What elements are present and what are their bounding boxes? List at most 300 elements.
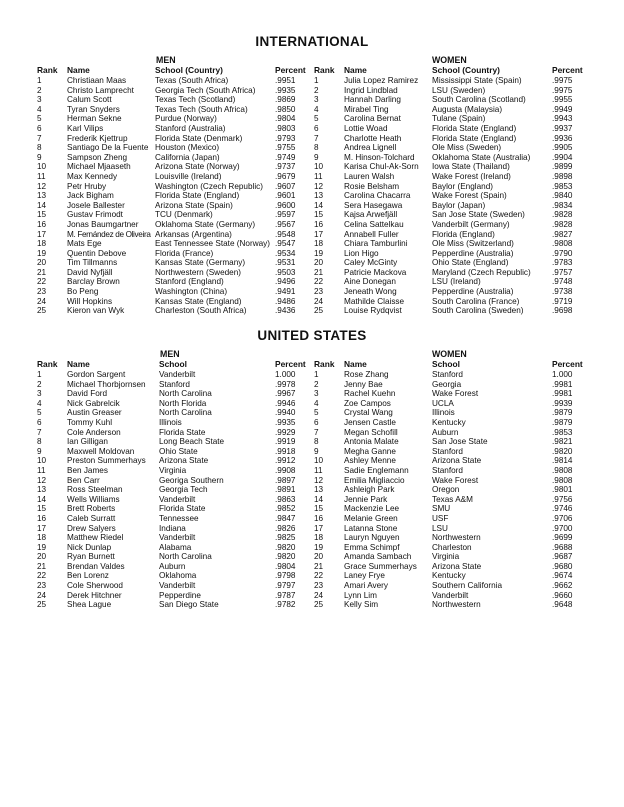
name-cell: Ashleigh Park [344, 485, 395, 495]
table-row [37, 418, 311, 428]
name-cell: Jennie Park [344, 494, 388, 504]
name-cell: Preston Summerhays [67, 456, 146, 466]
table-row [314, 428, 586, 438]
rank-cell: 19 [314, 248, 324, 258]
rank-cell: 24 [314, 590, 324, 600]
rank-cell: 25 [37, 306, 47, 316]
rank-cell: 5 [37, 114, 42, 124]
percent-cell: .9755 [275, 143, 296, 153]
name-cell: Ian Gilligan [67, 437, 108, 447]
name-cell: M. Fernández de Oliveira [67, 229, 151, 239]
table-row [37, 399, 311, 409]
percent-header: Percent [275, 66, 306, 75]
name-cell: Aine Donegan [344, 277, 396, 287]
rank-cell: 8 [314, 143, 319, 153]
rank-cell: 2 [37, 379, 42, 389]
name-cell: Herman Sekne [67, 114, 122, 124]
table-row [314, 495, 586, 505]
school-cell: South Carolina (Sweden) [432, 306, 524, 316]
school-cell: Auburn [432, 427, 459, 437]
table-row [314, 230, 586, 240]
percent-cell: .9967 [275, 389, 296, 399]
school-cell: Tulane (Spain) [432, 114, 486, 124]
name-cell: Brendan Valdes [67, 561, 125, 571]
percent-cell: .9939 [552, 398, 573, 408]
percent-cell: .9756 [552, 494, 573, 504]
school-cell: Southern California [432, 581, 503, 591]
table-row [314, 437, 586, 447]
international-men-table [37, 66, 311, 316]
rank-cell: 5 [314, 114, 319, 124]
percent-cell: .9908 [275, 465, 296, 475]
percent-cell: .9782 [275, 600, 296, 610]
percent-cell: .9719 [552, 296, 573, 306]
name-header: Name [344, 66, 367, 75]
table-row [37, 105, 311, 115]
name-cell: Josele Ballester [67, 200, 125, 210]
school-cell: Kentucky [432, 417, 466, 427]
table-row [37, 552, 311, 562]
rank-cell: 15 [314, 210, 324, 220]
rank-cell: 16 [37, 513, 47, 523]
name-cell: Shea Lague [67, 600, 112, 610]
table-row [314, 552, 586, 562]
name-cell: Rosie Belsham [344, 181, 400, 191]
school-cell: Virginia [432, 552, 460, 562]
table-row [37, 600, 311, 610]
name-cell: Chiara Tamburlini [344, 239, 408, 249]
name-cell: Cole Anderson [67, 427, 121, 437]
name-cell: Nick Gabrelcik [67, 398, 120, 408]
table-row [37, 581, 311, 591]
rank-cell: 6 [314, 417, 319, 427]
name-cell: Tim Tillmanns [67, 258, 118, 268]
rank-cell: 12 [314, 181, 324, 191]
table-row [37, 524, 311, 534]
rank-cell: 5 [314, 408, 319, 418]
rank-cell: 8 [37, 143, 42, 153]
table-row [37, 191, 311, 201]
school-cell: Florida State (England) [432, 123, 517, 133]
table-row [314, 562, 586, 572]
table-row [314, 134, 586, 144]
percent-cell: .9905 [552, 143, 573, 153]
table-row [314, 476, 586, 486]
percent-cell: .9748 [552, 277, 573, 287]
percent-cell: .9601 [275, 191, 296, 201]
rank-cell: 18 [37, 239, 47, 249]
percent-cell: .9798 [275, 571, 296, 581]
table-row [37, 543, 311, 553]
name-cell: David Ford [67, 389, 108, 399]
table-row [37, 495, 311, 505]
rank-cell: 20 [314, 552, 324, 562]
table-row [314, 105, 586, 115]
percent-cell: .9975 [552, 85, 573, 95]
us-men-table [37, 360, 311, 610]
name-cell: Hannah Darling [344, 95, 401, 105]
percent-cell: .9869 [275, 95, 296, 105]
school-cell: San Jose State [432, 437, 488, 447]
name-cell: Carolina Chacarra [344, 191, 411, 201]
school-cell: Vanderbilt [159, 494, 196, 504]
school-cell: Georgia Tech [159, 485, 208, 495]
rank-cell: 11 [37, 465, 46, 475]
percent-cell: .9679 [275, 171, 296, 181]
school-cell: East Tennessee State (Norway) [155, 239, 270, 249]
rank-cell: 23 [37, 287, 47, 297]
name-cell: Will Hopkins [67, 296, 113, 306]
table-row [37, 239, 311, 249]
name-cell: Louise Rydqvist [344, 306, 402, 316]
percent-cell: .9852 [275, 504, 296, 514]
school-cell: Florida State [159, 504, 206, 514]
school-cell: Auburn [159, 561, 186, 571]
rank-cell: 12 [37, 181, 47, 191]
school-cell: LSU (Ireland) [432, 277, 481, 287]
table-row [37, 210, 311, 220]
percent-cell: .9847 [275, 513, 296, 523]
table-row [314, 153, 586, 163]
name-cell: Karisa Chul-Ak-Sorn [344, 162, 419, 172]
percent-cell: .9808 [552, 239, 573, 249]
name-cell: Mirabel Ting [344, 104, 389, 114]
rank-cell: 6 [314, 123, 319, 133]
table-row [37, 447, 311, 457]
name-cell: Ross Steelman [67, 485, 123, 495]
rank-cell: 17 [314, 229, 324, 239]
table-row [37, 201, 311, 211]
table-row [37, 533, 311, 543]
percent-cell: .9863 [275, 494, 296, 504]
percent-cell: .9700 [552, 523, 573, 533]
rank-cell: 3 [37, 95, 42, 105]
table-row [314, 297, 586, 307]
table-row [37, 504, 311, 514]
percent-cell: .9787 [275, 590, 296, 600]
percent-cell: .9981 [552, 389, 573, 399]
table-row [37, 485, 311, 495]
name-cell: Karl Vilips [67, 123, 104, 133]
percent-cell: .9912 [275, 456, 296, 466]
school-cell: Illinois [432, 408, 455, 418]
rank-cell: 10 [314, 456, 324, 466]
name-cell: Lottie Woad [344, 123, 388, 133]
name-cell: Antonia Malate [344, 437, 399, 447]
name-cell: Sera Hasegawa [344, 200, 403, 210]
table-row [314, 524, 586, 534]
table-row [37, 297, 311, 307]
percent-cell: .9600 [275, 200, 296, 210]
rank-cell: 4 [37, 104, 42, 114]
percent-cell: .9486 [275, 296, 296, 306]
table-row [37, 220, 311, 230]
name-cell: Grace Summerhays [344, 561, 417, 571]
table-row [314, 191, 586, 201]
rank-cell: 9 [314, 446, 319, 456]
rank-cell: 10 [37, 456, 47, 466]
table-row [314, 389, 586, 399]
name-header: Name [344, 360, 367, 369]
rank-cell: 1 [37, 76, 42, 85]
table-row [314, 418, 586, 428]
school-cell: Wake Forest (Ireland) [432, 171, 511, 181]
international-women-table [314, 66, 586, 316]
school-cell: Texas Tech (South Africa) [155, 104, 248, 114]
rank-header: Rank [37, 360, 58, 369]
table-row [314, 210, 586, 220]
rank-cell: 3 [37, 389, 42, 399]
school-cell: Florida (England) [432, 229, 495, 239]
rank-cell: 23 [37, 581, 47, 591]
name-cell: Jonas Baumgartner [67, 219, 139, 229]
percent-cell: .9737 [275, 162, 296, 172]
school-cell: Purdue (Norway) [155, 114, 217, 124]
table-row [314, 124, 586, 134]
school-cell: Arkansas (Argentina) [155, 229, 232, 239]
school-cell: Georgia Tech (South Africa) [155, 85, 256, 95]
table-row [314, 162, 586, 172]
rank-cell: 11 [37, 171, 46, 181]
table-header-row [314, 66, 586, 76]
rank-cell: 6 [37, 123, 42, 133]
rank-cell: 22 [314, 571, 324, 581]
school-cell: Oklahoma [159, 571, 197, 581]
school-cell: Florida State [159, 427, 206, 437]
school-cell: Washington (Czech Republic) [155, 181, 264, 191]
rank-cell: 7 [314, 427, 319, 437]
percent-cell: .9826 [275, 523, 296, 533]
name-cell: Santiago De la Fuente [67, 143, 149, 153]
rank-cell: 7 [37, 427, 42, 437]
table-row [37, 76, 311, 86]
name-cell: Kelly Sim [344, 600, 379, 610]
school-cell: Texas Tech (Scotland) [155, 95, 236, 105]
name-cell: Sampson Zheng [67, 152, 128, 162]
rank-cell: 21 [314, 561, 324, 571]
percent-header: Percent [552, 360, 583, 369]
percent-cell: .9746 [552, 504, 573, 514]
percent-cell: .9534 [275, 248, 296, 258]
name-cell: Melanie Green [344, 513, 398, 523]
table-row [314, 447, 586, 457]
rank-cell: 25 [314, 600, 324, 610]
rank-cell: 17 [314, 523, 324, 533]
name-cell: Tommy Kuhl [67, 417, 113, 427]
rank-cell: 15 [314, 504, 324, 514]
school-cell: Vanderbilt (Germany) [432, 219, 510, 229]
school-cell: Wake Forest (Spain) [432, 191, 507, 201]
table-header-row [37, 360, 311, 370]
school-cell: LSU (Sweden) [432, 85, 486, 95]
percent-cell: .9783 [552, 258, 573, 268]
table-row [314, 399, 586, 409]
percent-cell: .9879 [552, 408, 573, 418]
percent-cell: 1.000 [275, 370, 296, 379]
rank-cell: 18 [314, 239, 324, 249]
table-row [37, 306, 311, 316]
school-cell: Florida State (Denmark) [155, 133, 243, 143]
rank-cell: 20 [37, 258, 47, 268]
school-cell: Arizona State (Spain) [155, 200, 233, 210]
name-cell: Christo Lamprecht [67, 85, 134, 95]
percent-cell: .9803 [275, 123, 296, 133]
name-cell: Rachel Kuehn [344, 389, 396, 399]
rank-cell: 11 [314, 465, 323, 475]
table-row [37, 591, 311, 601]
name-cell: Jenny Bae [344, 379, 383, 389]
school-cell: Arizona State [432, 456, 482, 466]
table-row [314, 220, 586, 230]
table-row [314, 201, 586, 211]
table-row [314, 600, 586, 610]
name-cell: Charlotte Heath [344, 133, 402, 143]
rank-cell: 9 [37, 152, 42, 162]
rank-cell: 20 [37, 552, 47, 562]
name-cell: Ashley Menne [344, 456, 396, 466]
name-cell: Rose Zhang [344, 370, 389, 379]
school-cell: Vanderbilt [159, 370, 196, 379]
school-header: School (Country) [155, 66, 223, 75]
us-women-heading: WOMEN [432, 349, 467, 359]
percent-cell: .9949 [552, 104, 573, 114]
school-cell: Texas (South Africa) [155, 76, 229, 85]
school-cell: San Jose State (Sweden) [432, 210, 525, 220]
rank-cell: 24 [37, 590, 47, 600]
school-cell: USF [432, 513, 449, 523]
name-cell: Lynn Lim [344, 590, 377, 600]
school-header: School [432, 360, 460, 369]
rank-cell: 13 [314, 485, 324, 495]
rank-cell: 3 [314, 95, 319, 105]
percent-cell: .9808 [552, 475, 573, 485]
name-cell: Maxwell Moldovan [67, 446, 135, 456]
table-row [37, 389, 311, 399]
school-cell: Houston (Mexico) [155, 143, 220, 153]
rank-cell: 25 [37, 600, 47, 610]
school-cell: Northwestern [432, 533, 481, 543]
percent-cell: .9797 [275, 581, 296, 591]
percent-cell: .9660 [552, 590, 573, 600]
school-cell: Vanderbilt [159, 533, 196, 543]
school-cell: Ohio State (England) [432, 258, 509, 268]
table-row [37, 258, 311, 268]
table-row [37, 172, 311, 182]
table-row [37, 114, 311, 124]
table-row [37, 153, 311, 163]
percent-cell: .9648 [552, 600, 573, 610]
rank-cell: 23 [314, 287, 324, 297]
rank-cell: 10 [314, 162, 324, 172]
percent-cell: .9943 [552, 114, 573, 124]
percent-cell: .9491 [275, 287, 296, 297]
school-cell: Stanford [432, 465, 463, 475]
rank-cell: 11 [314, 171, 323, 181]
percent-cell: .9790 [552, 248, 573, 258]
school-cell: Stanford (England) [155, 277, 224, 287]
table-row [314, 466, 586, 476]
table-row [37, 562, 311, 572]
table-row [37, 249, 311, 259]
name-cell: Lauren Walsh [344, 171, 395, 181]
school-cell: Louisville (Ireland) [155, 171, 222, 181]
rank-cell: 15 [37, 210, 47, 220]
rank-cell: 20 [314, 258, 324, 268]
percent-cell: .9531 [275, 258, 296, 268]
rank-cell: 14 [37, 494, 47, 504]
table-row [37, 95, 311, 105]
rank-cell: 23 [314, 581, 324, 591]
name-cell: Laney Frye [344, 571, 385, 581]
name-cell: Amanda Sambach [344, 552, 412, 562]
name-cell: Jeneath Wong [344, 287, 397, 297]
school-cell: SMU [432, 504, 451, 514]
rank-cell: 2 [37, 85, 42, 95]
table-row [37, 124, 311, 134]
rank-cell: 13 [37, 191, 47, 201]
percent-cell: .9935 [275, 417, 296, 427]
school-cell: Oklahoma State (Germany) [155, 219, 256, 229]
school-cell: Stanford [432, 446, 463, 456]
rank-header: Rank [314, 360, 335, 369]
rank-cell: 25 [314, 306, 324, 316]
table-row [314, 182, 586, 192]
rank-cell: 8 [314, 437, 319, 447]
school-cell: Illinois [159, 417, 182, 427]
percent-cell: .9503 [275, 267, 296, 277]
name-cell: Patricie Mackova [344, 267, 407, 277]
percent-cell: .9567 [275, 219, 296, 229]
school-cell: Florida (France) [155, 248, 214, 258]
school-cell: Kansas State (Germany) [155, 258, 246, 268]
name-cell: Kajsa Arwefjäll [344, 210, 398, 220]
name-cell: Michael Mjaaseth [67, 162, 131, 172]
international-women-heading: WOMEN [432, 55, 467, 65]
table-row [314, 172, 586, 182]
table-row [314, 543, 586, 553]
school-cell: Texas A&M [432, 494, 473, 504]
table-row [37, 571, 311, 581]
school-cell: Virginia [159, 465, 187, 475]
table-row [314, 143, 586, 153]
school-cell: Vanderbilt [432, 590, 469, 600]
name-cell: Austin Greaser [67, 408, 122, 418]
name-cell: Mathilde Claisse [344, 296, 405, 306]
percent-cell: .9918 [275, 446, 296, 456]
name-cell: Michael Thorbjornsen [67, 379, 146, 389]
rank-cell: 2 [314, 85, 319, 95]
percent-cell: .9899 [552, 162, 573, 172]
rank-cell: 6 [37, 417, 42, 427]
name-header: Name [67, 360, 90, 369]
name-cell: Matthew Riedel [67, 533, 124, 543]
rank-cell: 16 [314, 513, 324, 523]
name-cell: Caleb Surratt [67, 513, 116, 523]
rank-cell: 17 [37, 229, 47, 239]
school-cell: Baylor (Japan) [432, 200, 486, 210]
school-cell: Iowa State (Thailand) [432, 162, 510, 172]
school-cell: Washington (China) [155, 287, 228, 297]
name-cell: Emilia Migliaccio [344, 475, 405, 485]
rank-cell: 4 [314, 104, 319, 114]
school-cell: Kentucky [432, 571, 466, 581]
school-cell: Ohio State [159, 446, 198, 456]
table-row [37, 86, 311, 96]
table-row [314, 504, 586, 514]
percent-cell: .9804 [275, 114, 296, 124]
table-row [314, 76, 586, 86]
name-cell: Ben Carr [67, 475, 100, 485]
